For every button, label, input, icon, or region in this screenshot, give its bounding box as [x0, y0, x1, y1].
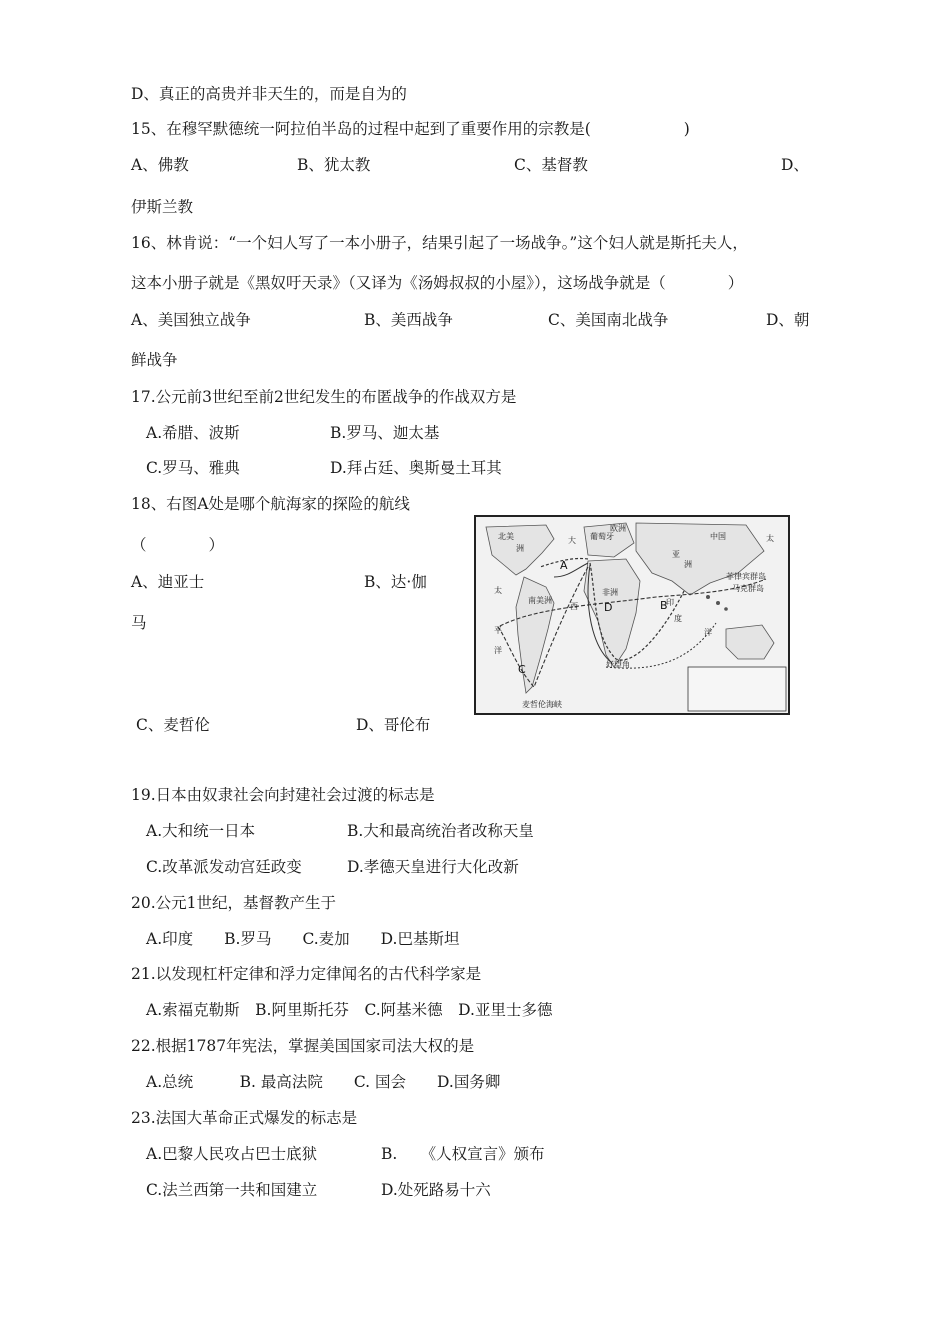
island-dot — [706, 595, 710, 599]
label-magellan-strait: 麦哲伦海峡 — [522, 700, 562, 709]
q23-option-c: C.法兰西第一共和国建立 — [146, 1181, 318, 1199]
label-moluccas: 马克群岛 — [732, 584, 764, 593]
label-cape: 好望角 — [606, 660, 630, 669]
q18-answer-paren: （ ） — [131, 536, 225, 554]
q23-option-b: B. 《人权宣言》颁布 — [381, 1145, 545, 1163]
q19-option-c: C.改革派发动宫廷政变 — [146, 858, 302, 876]
q15-option-d-cont: 伊斯兰教 — [131, 198, 194, 216]
label-philippines: 菲律宾群岛 — [726, 572, 766, 581]
q17-option-c: C.罗马、雅典 — [146, 459, 240, 477]
q16-option-d: D、朝 — [766, 311, 810, 329]
label-pacific: 太 — [494, 586, 502, 595]
q19-option-d: D.孝德天皇进行大化改新 — [347, 858, 519, 876]
label-north-america-2: 洲 — [516, 544, 524, 553]
island-dot — [724, 607, 728, 611]
label-africa: 非洲 — [602, 588, 618, 597]
q17-option-a: A.希腊、波斯 — [146, 424, 240, 442]
label-indian: 印 — [666, 598, 674, 607]
q17-option-b: B.罗马、迦太基 — [330, 424, 440, 442]
label-pacific-right: 太 — [766, 534, 774, 543]
label-route-d: D — [604, 601, 613, 614]
q17-option-d: D.拜占廷、奥斯曼土耳其 — [330, 459, 502, 477]
q18-option-d: D、哥伦布 — [356, 716, 431, 734]
label-atlantic: 大 — [568, 536, 576, 545]
q20-options: A.印度 B.罗马 C.麦加 D.巴基斯坦 — [146, 930, 460, 948]
q16-option-c: C、美国南北战争 — [548, 311, 669, 329]
q18-option-a: A、迪亚士 — [131, 573, 205, 591]
label-pacific-2: 平 — [494, 626, 502, 635]
q14-option-d: D、真正的高贵并非天生的，而是自为的 — [131, 85, 407, 103]
q18-option-c: C、麦哲伦 — [136, 716, 210, 734]
q16-option-d-cont: 鲜战争 — [131, 351, 178, 369]
island-dot — [716, 601, 720, 605]
q18-option-b: B、达·伽 — [364, 573, 427, 591]
label-china: 中国 — [710, 532, 726, 541]
q15-option-b: B、犹太教 — [297, 156, 371, 174]
q23-option-a: A.巴黎人民攻占巴士底狱 — [146, 1145, 318, 1163]
world-map-svg — [476, 517, 788, 713]
label-asia-2: 洲 — [684, 560, 692, 569]
label-portugal: 葡萄牙 — [590, 532, 614, 541]
label-indian-3: 洋 — [704, 628, 712, 637]
label-europe: 欧洲 — [610, 524, 626, 533]
q15-option-d: D、 — [781, 156, 809, 174]
label-indian-2: 度 — [674, 614, 682, 623]
question-16-line-1: 16、林肯说：“一个妇人写了一本小册子，结果引起了一场战争。”这个妇人就是斯托夫人， — [131, 234, 748, 252]
voyage-routes-map — [474, 515, 790, 715]
question-21: 21.以发现杠杆定律和浮力定律闻名的古代科学家是 — [131, 965, 482, 983]
question-15: 15、在穆罕默德统一阿拉伯半岛的过程中起到了重要作用的宗教是( ) — [131, 120, 690, 138]
q19-option-b: B.大和最高统治者改称天皇 — [347, 822, 534, 840]
q15-option-c: C、基督教 — [514, 156, 588, 174]
q23-option-d: D.处死路易十六 — [381, 1181, 491, 1199]
question-19: 19.日本由奴隶社会向封建社会过渡的标志是 — [131, 786, 435, 804]
label-pacific-3: 洋 — [494, 646, 502, 655]
q16-option-b: B、美西战争 — [364, 311, 453, 329]
q22-options: A.总统 B. 最高法院 C. 国会 D.国务卿 — [146, 1073, 501, 1091]
question-17: 17.公元前3世纪至前2世纪发生的布匿战争的作战双方是 — [131, 388, 517, 406]
label-north-america: 北美 — [498, 532, 514, 541]
label-route-b: B — [660, 599, 668, 612]
question-22: 22.根据1787年宪法，掌握美国国家司法大权的是 — [131, 1037, 475, 1055]
label-atlantic-2: 西 — [570, 602, 578, 611]
label-asia: 亚 — [672, 550, 680, 559]
q21-options: A.索福克勒斯 B.阿里斯托芬 C.阿基米德 D.亚里士多德 — [146, 1001, 553, 1019]
q15-option-a: A、佛教 — [131, 156, 189, 174]
map-inset-box — [688, 667, 786, 711]
label-south-america: 南美洲 — [528, 596, 552, 605]
question-16-line-2: 这本小册子就是《黑奴吁天录》（又译为《汤姆叔叔的小屋》），这场战争就是（ ） — [131, 274, 744, 292]
q18-option-b-cont: 马 — [131, 614, 147, 632]
q16-option-a: A、美国独立战争 — [131, 311, 251, 329]
label-route-a: A — [560, 559, 568, 572]
question-23: 23.法国大革命正式爆发的标志是 — [131, 1109, 358, 1127]
question-18: 18、右图A处是哪个航海家的探险的航线 — [131, 495, 410, 513]
q19-option-a: A.大和统一日本 — [146, 822, 256, 840]
question-20: 20.公元1世纪，基督教产生于 — [131, 894, 337, 912]
label-route-c: C — [518, 663, 526, 676]
